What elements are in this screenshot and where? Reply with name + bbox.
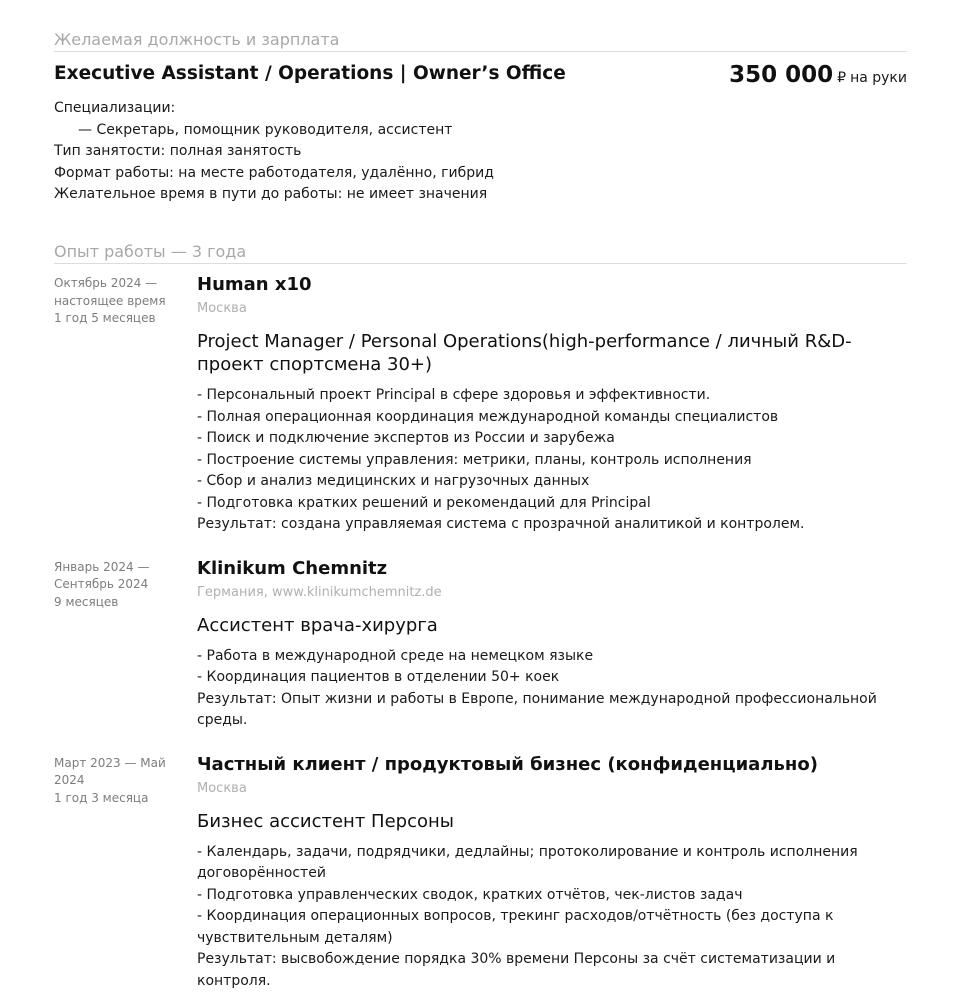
duty-item: - Подготовка кратких решений и рекомендаций для Principal — [197, 494, 651, 511]
period-start: Март 2023 — Май — [54, 755, 166, 770]
job-duration: 1 год 3 месяца — [54, 790, 149, 805]
experience-section — [54, 242, 907, 992]
duty-item: - Подготовка управленческих сводок, кратких отчётов, чек-листов задач — [197, 886, 743, 903]
job-duration: 9 месяцев — [54, 594, 119, 609]
specializations-label: Специализации: — [54, 100, 176, 116]
job-period — [54, 556, 197, 732]
specialization-item: — Секретарь, помощник руководителя, ассистент — [78, 121, 453, 138]
commute-time: Желательное время в пути до работы: не имеет значения — [54, 186, 488, 202]
period-start: Октябрь 2024 — — [54, 276, 158, 290]
period-end: 2024 — [54, 773, 85, 787]
job-duration: 1 год 5 месяцев — [54, 311, 156, 325]
salary — [729, 61, 907, 92]
job-result: Результат: высвобождение порядка 30% времени Персоны за счёт систематизации и контроля. — [197, 951, 836, 989]
duty-item: - Работа в международной среде на немецком языке — [197, 647, 594, 664]
desired-position-section — [54, 30, 907, 206]
duty-item: - Координация пациентов в отделении 50+ коек — [197, 669, 560, 685]
job-details — [197, 556, 907, 732]
job-entry — [54, 752, 907, 993]
job-role: Ассистент врача-хирурга — [197, 614, 438, 636]
company-name: Human x10 — [197, 274, 312, 295]
employment-type: Тип занятости: полная занятость — [54, 143, 302, 159]
duty-item: - Персональный проект Principal в сфере здоровья и эффективности. — [197, 387, 711, 403]
company-name: Частный клиент / продуктовый бизнес (конфиденциально) — [197, 753, 818, 775]
work-format: Формат работы: на месте работодателя, удалённо, гибрид — [54, 164, 494, 181]
position-header — [54, 61, 907, 92]
period-start: Январь 2024 — — [54, 559, 150, 574]
job-duties — [197, 646, 907, 732]
job-duties — [197, 842, 907, 993]
duty-item: - Календарь, задачи, подрядчики, дедлайны; протоколирование и контроль исполнения договорённостей — [197, 843, 858, 881]
job-duties — [197, 385, 907, 536]
company-location: Германия, www.klinikumchemnitz.de — [197, 584, 442, 600]
job-role: Project Manager / Personal Operations(high-performance / личный R&D-проект спортсмена 30+) — [197, 331, 852, 375]
duty-item: - Координация операционных вопросов, трекинг расходов/отчётность (без доступа к чувствительным деталям) — [197, 908, 834, 946]
period-end: настоящее время — [54, 293, 166, 308]
job-entry — [54, 556, 907, 732]
duty-item: - Построение системы управления: метрики, планы, контроль исполнения — [197, 451, 752, 468]
company-location: Москва — [197, 301, 247, 316]
period-end: Сентябрь 2024 — [54, 577, 149, 591]
job-period — [54, 752, 197, 993]
position-title: Executive Assistant / Operations | Owner’s Office — [54, 63, 566, 84]
section-title-position: Желаемая должность и зарплата — [54, 30, 907, 52]
job-period — [54, 272, 197, 536]
job-details — [197, 272, 907, 536]
company-name: Klinikum Chemnitz — [197, 557, 388, 579]
job-details — [197, 752, 907, 993]
duty-item: - Сбор и анализ медицинских и нагрузочных данных — [197, 473, 590, 489]
job-role: Бизнес ассистент Персоны — [197, 810, 454, 832]
section-title-experience: Опыт работы — 3 года — [54, 242, 907, 264]
salary-note: на руки — [850, 70, 907, 86]
position-info — [54, 98, 907, 206]
job-result: Результат: создана управляемая система с прозрачной аналитикой и контролем. — [197, 516, 805, 532]
job-entry — [54, 272, 907, 536]
salary-amount: 350 000 — [729, 62, 834, 88]
salary-currency: ₽ — [837, 70, 847, 86]
duty-item: - Полная операционная координация международной команды специалистов — [197, 408, 779, 425]
duty-item: - Поиск и подключение экспертов из России и зарубежа — [197, 430, 615, 446]
company-location: Москва — [197, 780, 247, 796]
job-result: Результат: Опыт жизни и работы в Европе, понимание международной профессиональной среды. — [197, 690, 877, 728]
